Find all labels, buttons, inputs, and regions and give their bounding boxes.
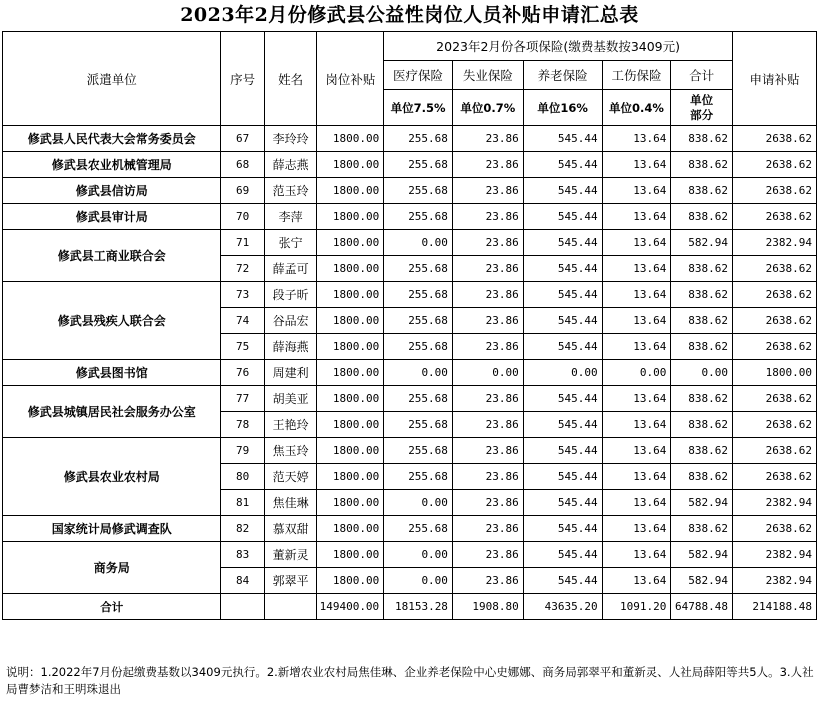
unemployment-cell: 23.86 xyxy=(452,568,523,594)
name-cell: 王艳玲 xyxy=(264,412,317,438)
unemployment-cell: 23.86 xyxy=(452,516,523,542)
subtotal-cell: 838.62 xyxy=(671,334,733,360)
medical-cell: 0.00 xyxy=(384,542,453,568)
unemployment-cell: 23.86 xyxy=(452,412,523,438)
apply-cell: 2382.94 xyxy=(733,230,817,256)
total-name-empty xyxy=(264,594,317,620)
medical-cell: 0.00 xyxy=(384,360,453,386)
header-subtotal-part: 单位部分 xyxy=(671,90,733,126)
seq-cell: 73 xyxy=(221,282,264,308)
unemployment-cell: 23.86 xyxy=(452,152,523,178)
subtotal-cell: 838.62 xyxy=(671,256,733,282)
seq-cell: 67 xyxy=(221,126,264,152)
apply-cell: 2638.62 xyxy=(733,386,817,412)
medical-cell: 0.00 xyxy=(384,230,453,256)
seq-cell: 69 xyxy=(221,178,264,204)
table-row xyxy=(3,542,817,568)
header-unemployment-rate: 单位0.7% xyxy=(452,90,523,126)
injury-cell: 13.64 xyxy=(602,386,671,412)
name-cell: 范玉玲 xyxy=(264,178,317,204)
injury-cell: 13.64 xyxy=(602,490,671,516)
salary-cell: 1800.00 xyxy=(317,126,384,152)
name-cell: 谷品宏 xyxy=(264,308,317,334)
medical-cell: 255.68 xyxy=(384,334,453,360)
salary-cell: 1800.00 xyxy=(317,568,384,594)
header-apply: 申请补贴 xyxy=(733,32,817,126)
apply-cell: 2638.62 xyxy=(733,282,817,308)
unemployment-cell: 23.86 xyxy=(452,542,523,568)
pension-cell: 545.44 xyxy=(523,152,602,178)
total-apply: 214188.48 xyxy=(733,594,817,620)
apply-cell: 2638.62 xyxy=(733,334,817,360)
pension-cell: 545.44 xyxy=(523,386,602,412)
subtotal-cell: 838.62 xyxy=(671,282,733,308)
seq-cell: 68 xyxy=(221,152,264,178)
injury-cell: 13.64 xyxy=(602,542,671,568)
salary-cell: 1800.00 xyxy=(317,308,384,334)
name-cell: 焦玉玲 xyxy=(264,438,317,464)
pension-cell: 545.44 xyxy=(523,516,602,542)
table-body xyxy=(3,126,817,594)
seq-cell: 79 xyxy=(221,438,264,464)
unit-cell: 商务局 xyxy=(3,542,221,594)
subtotal-cell: 838.62 xyxy=(671,438,733,464)
table-header xyxy=(3,32,817,126)
total-label: 合计 xyxy=(3,594,221,620)
pension-cell: 545.44 xyxy=(523,204,602,230)
salary-cell: 1800.00 xyxy=(317,230,384,256)
seq-cell: 77 xyxy=(221,386,264,412)
pension-cell: 545.44 xyxy=(523,438,602,464)
apply-cell: 1800.00 xyxy=(733,360,817,386)
seq-cell: 76 xyxy=(221,360,264,386)
name-cell: 薛海燕 xyxy=(264,334,317,360)
pension-cell: 545.44 xyxy=(523,542,602,568)
header-unemployment: 失业保险 xyxy=(452,61,523,90)
table-row xyxy=(3,438,817,464)
subtotal-cell: 838.62 xyxy=(671,126,733,152)
apply-cell: 2638.62 xyxy=(733,256,817,282)
subtotal-cell: 582.94 xyxy=(671,542,733,568)
header-injury-rate: 单位0.4% xyxy=(602,90,671,126)
medical-cell: 255.68 xyxy=(384,204,453,230)
apply-cell: 2638.62 xyxy=(733,438,817,464)
header-injury: 工伤保险 xyxy=(602,61,671,90)
unemployment-cell: 23.86 xyxy=(452,386,523,412)
name-cell: 胡美亚 xyxy=(264,386,317,412)
injury-cell: 13.64 xyxy=(602,308,671,334)
page-title: 2023年2月份修武县公益性岗位人员补贴申请汇总表 xyxy=(180,4,639,26)
header-pension: 养老保险 xyxy=(523,61,602,90)
medical-cell: 255.68 xyxy=(384,386,453,412)
apply-cell: 2382.94 xyxy=(733,568,817,594)
medical-cell: 255.68 xyxy=(384,126,453,152)
apply-cell: 2638.62 xyxy=(733,126,817,152)
subsidy-table xyxy=(2,31,817,620)
pension-cell: 545.44 xyxy=(523,490,602,516)
salary-cell: 1800.00 xyxy=(317,152,384,178)
name-cell: 李玲玲 xyxy=(264,126,317,152)
medical-cell: 0.00 xyxy=(384,568,453,594)
seq-cell: 72 xyxy=(221,256,264,282)
apply-cell: 2638.62 xyxy=(733,178,817,204)
name-cell: 段子昕 xyxy=(264,282,317,308)
total-seq-empty xyxy=(221,594,264,620)
header-pension-rate: 单位16% xyxy=(523,90,602,126)
total-medical: 18153.28 xyxy=(384,594,453,620)
salary-cell: 1800.00 xyxy=(317,282,384,308)
salary-cell: 1800.00 xyxy=(317,386,384,412)
subtotal-cell: 582.94 xyxy=(671,490,733,516)
seq-cell: 81 xyxy=(221,490,264,516)
salary-cell: 1800.00 xyxy=(317,360,384,386)
table-row xyxy=(3,386,817,412)
injury-cell: 13.64 xyxy=(602,464,671,490)
salary-cell: 1800.00 xyxy=(317,178,384,204)
seq-cell: 82 xyxy=(221,516,264,542)
subtotal-cell: 838.62 xyxy=(671,412,733,438)
salary-cell: 1800.00 xyxy=(317,438,384,464)
salary-cell: 1800.00 xyxy=(317,490,384,516)
name-cell: 李萍 xyxy=(264,204,317,230)
medical-cell: 255.68 xyxy=(384,516,453,542)
table-row xyxy=(3,282,817,308)
header-salary: 岗位补贴 xyxy=(317,32,384,126)
salary-cell: 1800.00 xyxy=(317,256,384,282)
medical-cell: 255.68 xyxy=(384,308,453,334)
table-row xyxy=(3,204,817,230)
total-salary: 149400.00 xyxy=(317,594,384,620)
apply-cell: 2382.94 xyxy=(733,490,817,516)
table-footer xyxy=(3,594,817,620)
unit-cell: 国家统计局修武调查队 xyxy=(3,516,221,542)
unit-cell: 修武县农业机械管理局 xyxy=(3,152,221,178)
name-cell: 董新灵 xyxy=(264,542,317,568)
apply-cell: 2638.62 xyxy=(733,516,817,542)
unit-cell: 修武县图书馆 xyxy=(3,360,221,386)
total-subtotal: 64788.48 xyxy=(671,594,733,620)
injury-cell: 13.64 xyxy=(602,438,671,464)
header-medical: 医疗保险 xyxy=(384,61,453,90)
pension-cell: 545.44 xyxy=(523,412,602,438)
name-cell: 周建利 xyxy=(264,360,317,386)
table-row xyxy=(3,230,817,256)
salary-cell: 1800.00 xyxy=(317,542,384,568)
unit-cell: 修武县工商业联合会 xyxy=(3,230,221,282)
header-seq: 序号 xyxy=(221,32,264,126)
unit-cell: 修武县审计局 xyxy=(3,204,221,230)
seq-cell: 84 xyxy=(221,568,264,594)
medical-cell: 0.00 xyxy=(384,490,453,516)
unemployment-cell: 0.00 xyxy=(452,360,523,386)
medical-cell: 255.68 xyxy=(384,256,453,282)
apply-cell: 2638.62 xyxy=(733,308,817,334)
injury-cell: 13.64 xyxy=(602,516,671,542)
injury-cell: 13.64 xyxy=(602,152,671,178)
pension-cell: 545.44 xyxy=(523,256,602,282)
medical-cell: 255.68 xyxy=(384,412,453,438)
seq-cell: 74 xyxy=(221,308,264,334)
unemployment-cell: 23.86 xyxy=(452,334,523,360)
total-pension: 43635.20 xyxy=(523,594,602,620)
subtotal-cell: 0.00 xyxy=(671,360,733,386)
unemployment-cell: 23.86 xyxy=(452,126,523,152)
header-name: 姓名 xyxy=(264,32,317,126)
name-cell: 薛志燕 xyxy=(264,152,317,178)
apply-cell: 2382.94 xyxy=(733,542,817,568)
table-row xyxy=(3,178,817,204)
subtotal-cell: 838.62 xyxy=(671,152,733,178)
subtotal-cell: 838.62 xyxy=(671,178,733,204)
pension-cell: 545.44 xyxy=(523,178,602,204)
unit-cell: 修武县农业农村局 xyxy=(3,438,221,516)
unemployment-cell: 23.86 xyxy=(452,230,523,256)
name-cell: 张宁 xyxy=(264,230,317,256)
subtotal-cell: 838.62 xyxy=(671,516,733,542)
injury-cell: 13.64 xyxy=(602,412,671,438)
seq-cell: 71 xyxy=(221,230,264,256)
table-row xyxy=(3,516,817,542)
injury-cell: 13.64 xyxy=(602,178,671,204)
subtotal-cell: 838.62 xyxy=(671,308,733,334)
unemployment-cell: 23.86 xyxy=(452,178,523,204)
name-cell: 范天婷 xyxy=(264,464,317,490)
name-cell: 焦佳琳 xyxy=(264,490,317,516)
seq-cell: 83 xyxy=(221,542,264,568)
unemployment-cell: 23.86 xyxy=(452,308,523,334)
injury-cell: 0.00 xyxy=(602,360,671,386)
unit-cell: 修武县残疾人联合会 xyxy=(3,282,221,360)
apply-cell: 2638.62 xyxy=(733,152,817,178)
pension-cell: 545.44 xyxy=(523,282,602,308)
medical-cell: 255.68 xyxy=(384,152,453,178)
name-cell: 慕双甜 xyxy=(264,516,317,542)
apply-cell: 2638.62 xyxy=(733,412,817,438)
table-row xyxy=(3,360,817,386)
injury-cell: 13.64 xyxy=(602,126,671,152)
medical-cell: 255.68 xyxy=(384,464,453,490)
pension-cell: 0.00 xyxy=(523,360,602,386)
table-row xyxy=(3,126,817,152)
injury-cell: 13.64 xyxy=(602,230,671,256)
salary-cell: 1800.00 xyxy=(317,334,384,360)
table-row xyxy=(3,152,817,178)
subtotal-cell: 838.62 xyxy=(671,386,733,412)
name-cell: 薛孟可 xyxy=(264,256,317,282)
name-cell: 郭翠平 xyxy=(264,568,317,594)
injury-cell: 13.64 xyxy=(602,282,671,308)
injury-cell: 13.64 xyxy=(602,568,671,594)
subtotal-cell: 838.62 xyxy=(671,204,733,230)
salary-cell: 1800.00 xyxy=(317,464,384,490)
medical-cell: 255.68 xyxy=(384,178,453,204)
unemployment-cell: 23.86 xyxy=(452,256,523,282)
injury-cell: 13.64 xyxy=(602,204,671,230)
subtotal-cell: 582.94 xyxy=(671,230,733,256)
seq-cell: 80 xyxy=(221,464,264,490)
header-medical-rate: 单位7.5% xyxy=(384,90,453,126)
pension-cell: 545.44 xyxy=(523,464,602,490)
apply-cell: 2638.62 xyxy=(733,464,817,490)
unemployment-cell: 23.86 xyxy=(452,282,523,308)
total-unemployment: 1908.80 xyxy=(452,594,523,620)
unemployment-cell: 23.86 xyxy=(452,490,523,516)
unemployment-cell: 23.86 xyxy=(452,464,523,490)
header-insurance-group: 2023年2月份各项保险(缴费基数按3409元) xyxy=(384,32,733,61)
injury-cell: 13.64 xyxy=(602,334,671,360)
injury-cell: 13.64 xyxy=(602,256,671,282)
apply-cell: 2638.62 xyxy=(733,204,817,230)
footnote: 说明：1.2022年7月份起缴费基数以3409元执行。2.新增农业农村局焦佳琳、企业养老保险中心史娜娜、商务局郭翠平和董新灵、人社局薛阳等共5人。3.人社局曹梦洁和王明珠退出 xyxy=(6,665,814,696)
medical-cell: 255.68 xyxy=(384,282,453,308)
header-unit: 派遣单位 xyxy=(3,32,221,126)
subtotal-cell: 838.62 xyxy=(671,464,733,490)
pension-cell: 545.44 xyxy=(523,334,602,360)
seq-cell: 78 xyxy=(221,412,264,438)
header-subtotal: 合计 xyxy=(671,61,733,90)
salary-cell: 1800.00 xyxy=(317,412,384,438)
pension-cell: 545.44 xyxy=(523,568,602,594)
unit-cell: 修武县信访局 xyxy=(3,178,221,204)
unemployment-cell: 23.86 xyxy=(452,204,523,230)
pension-cell: 545.44 xyxy=(523,126,602,152)
salary-cell: 1800.00 xyxy=(317,204,384,230)
seq-cell: 75 xyxy=(221,334,264,360)
pension-cell: 545.44 xyxy=(523,308,602,334)
salary-cell: 1800.00 xyxy=(317,516,384,542)
unit-cell: 修武县城镇居民社会服务办公室 xyxy=(3,386,221,438)
subtotal-cell: 582.94 xyxy=(671,568,733,594)
unit-cell: 修武县人民代表大会常务委员会 xyxy=(3,126,221,152)
seq-cell: 70 xyxy=(221,204,264,230)
medical-cell: 255.68 xyxy=(384,438,453,464)
total-injury: 1091.20 xyxy=(602,594,671,620)
pension-cell: 545.44 xyxy=(523,230,602,256)
unemployment-cell: 23.86 xyxy=(452,438,523,464)
